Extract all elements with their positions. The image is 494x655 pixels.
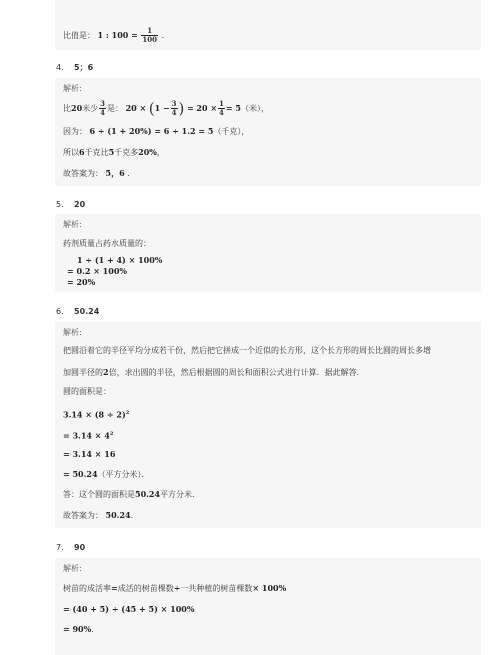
q7-number: 7. [56, 543, 64, 552]
q6-math-1: $3.14 \times (8 \div 2)^2$ [63, 409, 130, 420]
q5-line-1: 药剂质量占药水质量的： [63, 239, 151, 248]
q7-analysis-label: 解析: [63, 564, 82, 573]
ratio-label: 比值是： [63, 31, 95, 40]
q4-number: 4. [56, 63, 64, 72]
q6-paragraph-2: 加圆半径的2倍，求出圆的半径，然后根据圆的周长和面积公式进行计算．据此解答． [63, 367, 365, 377]
q4-analysis-label: 解析: [63, 84, 82, 93]
q5-math-1: 1 ÷ (1 + 4) × 100% [77, 255, 163, 265]
q6-analysis-label: 解析: [63, 328, 82, 337]
q6-math-3: = 3.14 × 16 [63, 449, 116, 459]
q6-paragraph-1: 把圆沿着它的半径平均分成若干份，然后把它拼成一个近似的长方形，这个长方形的周长比圆的周长多增 [63, 346, 431, 355]
q6-math-2: = $3.14 \times 4^2$ [63, 430, 114, 441]
q5-analysis-box [55, 214, 481, 292]
q6-paragraph-3: 圆的面积是： [63, 387, 111, 396]
q4-line-2: 因为： 6 ÷ (1 + 20%) = 6 ÷ 1.2 = 5（千克）， [63, 126, 250, 136]
q6-answer: 50.24 [74, 307, 100, 316]
q6-paragraph-5: 故答案为： 50.24. [63, 510, 134, 520]
ratio-line: 比值是： 1 : 100 = $\frac{1}{100}$ . [63, 26, 165, 44]
q7-math-1: = (40 + 5) ÷ (45 + 5) × 100% [63, 604, 195, 614]
q4-line-4: 故答案为： 5，6 . [63, 168, 130, 178]
ratio-fraction: $\frac{1}{100}$ [142, 26, 157, 44]
q5-answer: 20 [74, 200, 86, 209]
q6-paragraph-4: 答：这个圆的面积是50.24平方分米． [63, 489, 201, 499]
q6-number: 6. [56, 307, 64, 316]
q5-math-3: = 20% [67, 277, 96, 287]
ratio-expression: 1 : 100 = [97, 30, 138, 40]
q5-analysis-label: 解析: [63, 220, 82, 229]
q4-line-3: 所以6千克比5千克多20%， [63, 147, 165, 157]
q7-answer: 90 [74, 543, 86, 552]
q7-line-1: 树苗的成活率=成活的树苗棵数÷一共种植的树苗棵数× 100% [63, 583, 287, 593]
q4-line-1: 比20米少 $\frac{3}{4}$ 是： 20 × (1 − $\frac{3}{4}$ ) = 20 × $\frac{1}{4}$ = 5（米）， [63, 99, 269, 118]
q5-number: 5. [56, 200, 64, 209]
q6-math-4: = 50.24（平方分米）． [63, 469, 150, 479]
q7-math-2: = 90%. [63, 624, 94, 634]
q4-answer: 5；6 [74, 63, 94, 72]
q5-math-2: = 0.2 × 100% [67, 266, 127, 276]
